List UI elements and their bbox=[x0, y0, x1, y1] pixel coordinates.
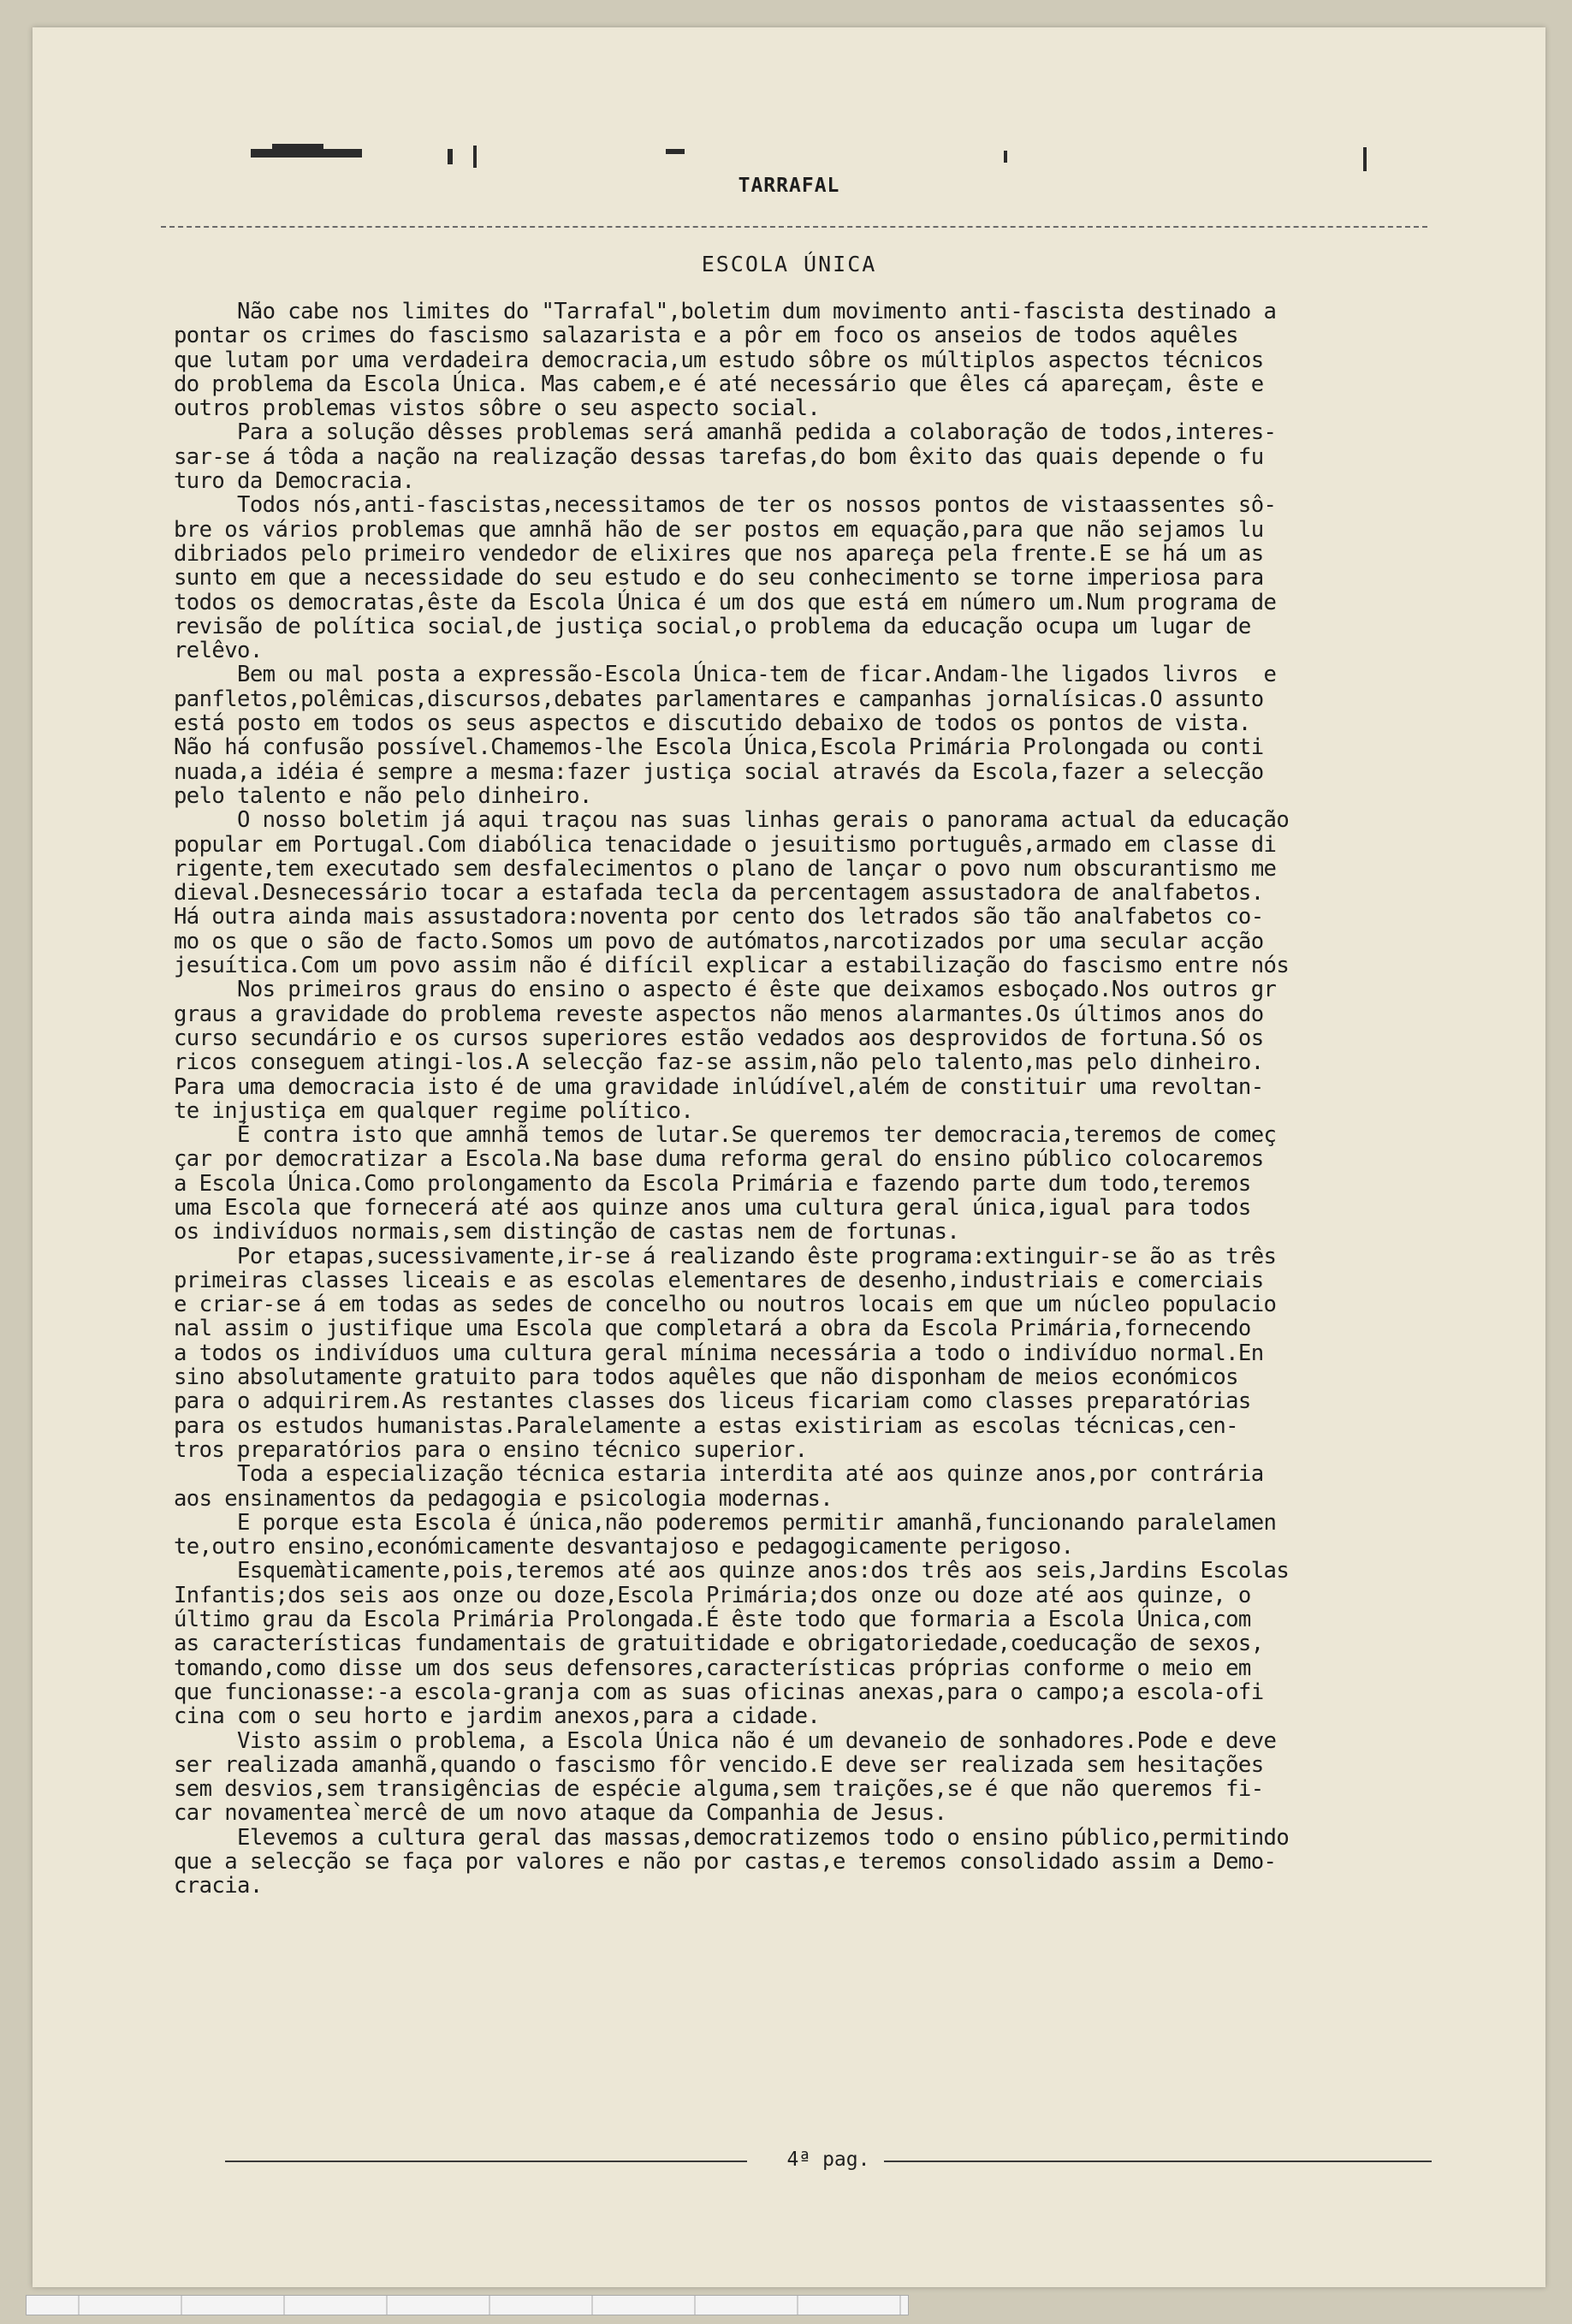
body-line: Toda a especialização técnica estaria interdita até aos quinze anos,por contrária bbox=[174, 1461, 1264, 1488]
body-line: bre os vários problemas que amnhã hão de ser postos em equação,para que não sejamos lu bbox=[174, 516, 1264, 543]
body-line: Elevemos a cultura geral das massas,democratizemos todo o ensino público,permitindo bbox=[174, 1824, 1290, 1851]
body-line: para o adquirirem.As restantes classes dos liceus ficariam como classes preparatórias bbox=[174, 1388, 1251, 1415]
footer-rule-right bbox=[884, 2161, 1432, 2162]
body-line: que lutam por uma verdadeira democracia,um estudo sôbre os múltiplos aspectos técnicos bbox=[174, 347, 1264, 373]
body-line: e criar-se á em todas as sedes de concelho ou noutros locais em que um núcleo populacio bbox=[174, 1292, 1277, 1318]
body-line: relêvo. bbox=[174, 638, 263, 664]
body-line: Infantis;dos seis aos onze ou doze,Escola Primária;dos onze ou doze até aos quinze, o bbox=[174, 1582, 1251, 1608]
body-line: Há outra ainda mais assustadora:noventa por cento dos letrados são tão analfabetos co- bbox=[174, 904, 1264, 930]
body-line: jesuítica.Com um povo assim não é difícil explicar a estabilização do fascismo entre nós bbox=[174, 953, 1290, 979]
body-line: revisão de política social,de justiça social,o problema da educação ocupa um lugar de bbox=[174, 613, 1251, 639]
body-line: uma Escola que fornecerá até aos quinze anos uma cultura geral única,igual para todos bbox=[174, 1194, 1251, 1221]
body-line: sunto em que a necessidade do seu estudo e do seu conhecimento se torne imperiosa para bbox=[174, 565, 1264, 591]
body-line: aos ensinamentos da pedagogia e psicologia modernas. bbox=[174, 1485, 833, 1512]
body-line: É contra isto que amnhã temos de lutar.Se queremos ter democracia,teremos de começ bbox=[174, 1122, 1277, 1149]
scale-ruler bbox=[26, 2295, 909, 2315]
body-line: sino absolutamente gratuito para todos aquêles que não disponham de meios económicos bbox=[174, 1364, 1238, 1391]
body-line: que funcionasse:-a escola-granja com as suas oficinas anexas,para o campo;a escola-ofi bbox=[174, 1679, 1264, 1705]
newsletter-title: TARRAFAL bbox=[738, 175, 840, 197]
body-line: Esquemàticamente,pois,teremos até aos quinze anos:dos três aos seis,Jardins Escolas bbox=[174, 1558, 1290, 1584]
body-line: curso secundário e os cursos superiores estão vedados aos desprovidos de fortuna.Só os bbox=[174, 1025, 1264, 1051]
body-line: todos os democratas,êste da Escola Única é um dos que está em número um.Num programa de bbox=[174, 589, 1277, 615]
body-line: te,outro ensino,económicamente desvantajoso e pedagogicamente perigoso. bbox=[174, 1534, 1074, 1560]
body-line: último grau da Escola Primária Prolongada.É êste todo que formaria a Escola Única,com bbox=[174, 1607, 1251, 1633]
body-line: rigente,tem executado sem desfalecimentos o plano de lançar o povo num obscurantismo me bbox=[174, 855, 1277, 882]
body-line: popular em Portugal.Com diabólica tenacidade o jesuitismo português,armado em classe di bbox=[174, 831, 1277, 858]
body-line: ser realizada amanhã,quando o fascismo fôr vencido.E deve ser realizada sem hesitações bbox=[174, 1751, 1264, 1778]
body-line: do problema da Escola Única. Mas cabem,e é até necessário que êles cá apareçam, êste e bbox=[174, 371, 1264, 397]
body-line: cracia. bbox=[174, 1873, 263, 1899]
header-ink-marks bbox=[251, 137, 1440, 175]
body-line: panfletos,polêmicas,discursos,debates parlamentares e campanhas jornalísicas.O assunto bbox=[174, 686, 1264, 712]
body-line: a todos os indivíduos uma cultura geral mínima necessária a todo o indivíduo normal.En bbox=[174, 1340, 1264, 1366]
body-line: outros problemas vistos sôbre o seu aspecto social. bbox=[174, 395, 821, 422]
body-line: Visto assim o problema, a Escola Única não é um devaneio de sonhadores.Pode e deve bbox=[174, 1727, 1277, 1754]
body-line: as características fundamentais de gratuitidade e obrigatoriedade,coeducação de sexos, bbox=[174, 1631, 1264, 1657]
body-line: pontar os crimes do fascismo salazarista e a pôr em foco os anseios de todos aquêles bbox=[174, 323, 1238, 349]
body-line: nal assim o justifique uma Escola que completará a obra da Escola Primária,fornecendo bbox=[174, 1316, 1251, 1342]
body-line: mo os que o são de facto.Somos um povo de autómatos,narcotizados por uma secular acção bbox=[174, 928, 1264, 954]
body-line: dieval.Desnecessário tocar a estafada tecla da percentagem assustadora de analfabetos. bbox=[174, 880, 1264, 906]
body-line: dibriados pelo primeiro vendedor de elixires que nos apareça pela frente.E se há um as bbox=[174, 540, 1264, 567]
body-line: sar-se á tôda a nação na realização dessas tarefas,do bom êxito das quais depende o fu bbox=[174, 443, 1264, 470]
body-line: Por etapas,sucessivamente,ir-se á realizando êste programa:extinguir-se ão as três bbox=[174, 1243, 1277, 1269]
body-line: te injustiça em qualquer regime político. bbox=[174, 1097, 694, 1124]
body-line: os indivíduos normais,sem distinção de castas nem de fortunas. bbox=[174, 1219, 960, 1245]
article-heading: ESCOLA ÚNICA bbox=[701, 252, 877, 276]
body-line: Todos nós,anti-fascistas,necessitamos de ter os nossos pontos de vistaassentes sô- bbox=[174, 492, 1277, 519]
body-line: Nos primeiros graus do ensino o aspecto é êste que deixamos esboçado.Nos outros gr bbox=[174, 977, 1277, 1003]
article-body bbox=[174, 300, 1432, 1899]
body-line: que a selecção se faça por valores e não por castas,e teremos consolidado assim a Demo- bbox=[174, 1849, 1277, 1875]
body-line: Bem ou mal posta a expressão-Escola Única-tem de ficar.Andam-lhe ligados livros e bbox=[174, 662, 1277, 688]
body-line: graus a gravidade do problema reveste aspectos não menos alarmantes.Os últimos anos do bbox=[174, 1001, 1264, 1027]
body-line: para os estudos humanistas.Paralelamente a estas existiriam as escolas técnicas,cen- bbox=[174, 1412, 1238, 1439]
body-line: car novamentea`mercê de um novo ataque da Companhia de Jesus. bbox=[174, 1800, 947, 1827]
body-line: tros preparatórios para o ensino técnico superior. bbox=[174, 1436, 808, 1463]
body-line: a Escola Única.Como prolongamento da Escola Primária e fazendo parte dum todo,teremos bbox=[174, 1170, 1251, 1197]
body-line: E porque esta Escola é única,não poderemos permitir amanhã,funcionando paralelamen bbox=[174, 1509, 1277, 1536]
body-line: sem desvios,sem transigências de espécie alguma,sem traições,se é que não queremos fi- bbox=[174, 1776, 1264, 1803]
body-line: está posto em todos os seus aspectos e discutido debaixo de todos os pontos de vista. bbox=[174, 710, 1251, 737]
page-number: 4ª pag. bbox=[786, 2149, 870, 2171]
page-footer bbox=[225, 2149, 1432, 2174]
document-page bbox=[33, 27, 1545, 2287]
body-line: tomando,como disse um dos seus defensores,características próprias conforme o meio em bbox=[174, 1655, 1251, 1681]
body-line: Para a solução dêsses problemas será amanhã pedida a colaboração de todos,interes- bbox=[174, 419, 1277, 446]
body-line: ricos conseguem atingi-los.A selecção faz-se assim,não pelo talento,mas pelo dinheiro. bbox=[174, 1049, 1264, 1076]
body-line: çar por democratizar a Escola.Na base duma reforma geral do ensino público colocaremos bbox=[174, 1146, 1264, 1173]
body-line: Não cabe nos limites do "Tarrafal",boletim dum movimento anti-fascista destinado a bbox=[174, 299, 1277, 324]
body-line: nuada,a idéia é sempre a mesma:fazer justiça social através da Escola,fazer a selecção bbox=[174, 758, 1264, 785]
body-line: primeiras classes liceais e as escolas elementares de desenho,industriais e comerciais bbox=[174, 1267, 1264, 1293]
body-line: Não há confusão possível.Chamemos-lhe Escola Única,Escola Primária Prolongada ou conti bbox=[174, 734, 1264, 761]
body-line: cina com o seu horto e jardim anexos,para a cidade. bbox=[174, 1703, 821, 1730]
body-line: turo da Democracia. bbox=[174, 468, 415, 495]
body-line: O nosso boletim já aqui traçou nas suas linhas gerais o panorama actual da educação bbox=[174, 807, 1290, 834]
header-divider bbox=[161, 226, 1427, 228]
body-line: pelo talento e não pelo dinheiro. bbox=[174, 782, 592, 809]
body-line: Para uma democracia isto é de uma gravidade inlúdível,além de constituir uma revoltan- bbox=[174, 1073, 1264, 1100]
